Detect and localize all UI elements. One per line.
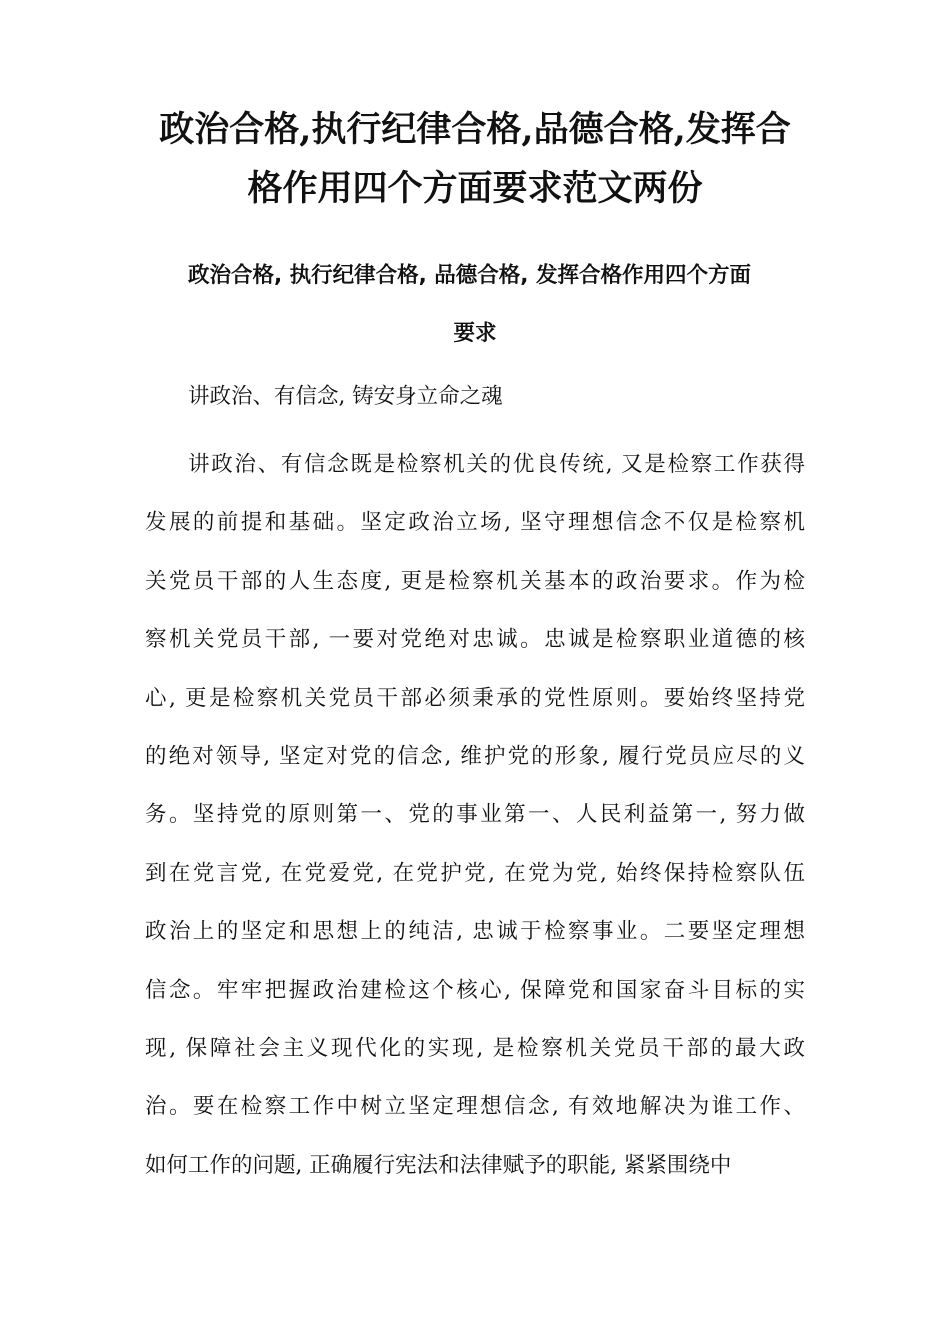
document-subtitle [145, 247, 805, 363]
body-line: 治。要在检察工作中树立坚定理想信念, 有效地解决为谁工作、 [145, 1094, 805, 1120]
body-line: 信念。牢牢把握政治建检这个核心, 保障党和国家奋斗目标的实 [145, 977, 805, 1003]
body-line: 察机关党员干部, 一要对党绝对忠诚。忠诚是检察职业道德的核 [145, 627, 805, 653]
body-line: 现, 保障社会主义现代化的实现, 是检察机关党员干部的最大政 [145, 1035, 805, 1061]
body-line: 的绝对领导, 坚定对党的信念, 维护党的形象, 履行党员应尽的义 [145, 743, 805, 769]
document-title-line-2: 格作用四个方面要求范文两份 [247, 168, 703, 209]
body-line: 如何工作的问题, 正确履行宪法和法律赋予的职能, 紧紧围绕中 [145, 1152, 732, 1178]
body-paragraph [145, 442, 805, 1201]
body-line: 心, 更是检察机关党员干部必须秉承的党性原则。要始终坚持党 [145, 685, 805, 711]
body-line: 到在党言党, 在党爱党, 在党护党, 在党为党, 始终保持检察队伍 [145, 860, 805, 886]
body-line: 政治上的坚定和思想上的纯洁, 忠诚于检察事业。二要坚定理想 [145, 919, 805, 945]
section-heading: 讲政治、有信念, 铸安身立命之魂 [188, 384, 503, 409]
body-line: 发展的前提和基础。坚定政治立场, 坚守理想信念不仅是检察机 [145, 510, 805, 536]
document-subtitle-tail: 要求 [453, 321, 497, 346]
document-subtitle-main: 政治合格, 执行纪律合格, 品德合格, 发挥合格作用四个方面 [188, 263, 751, 288]
body-line: 讲政治、有信念既是检察机关的优良传统, 又是检察工作获得 [188, 452, 805, 477]
document-title-line-1: 政治合格,执行纪律合格,品德合格,发挥合 [159, 109, 791, 150]
body-line: 务。坚持党的原则第一、党的事业第一、人民利益第一, 努力做 [145, 802, 805, 828]
document-title [140, 100, 810, 218]
body-line: 关党员干部的人生态度, 更是检察机关基本的政治要求。作为检 [145, 568, 805, 594]
